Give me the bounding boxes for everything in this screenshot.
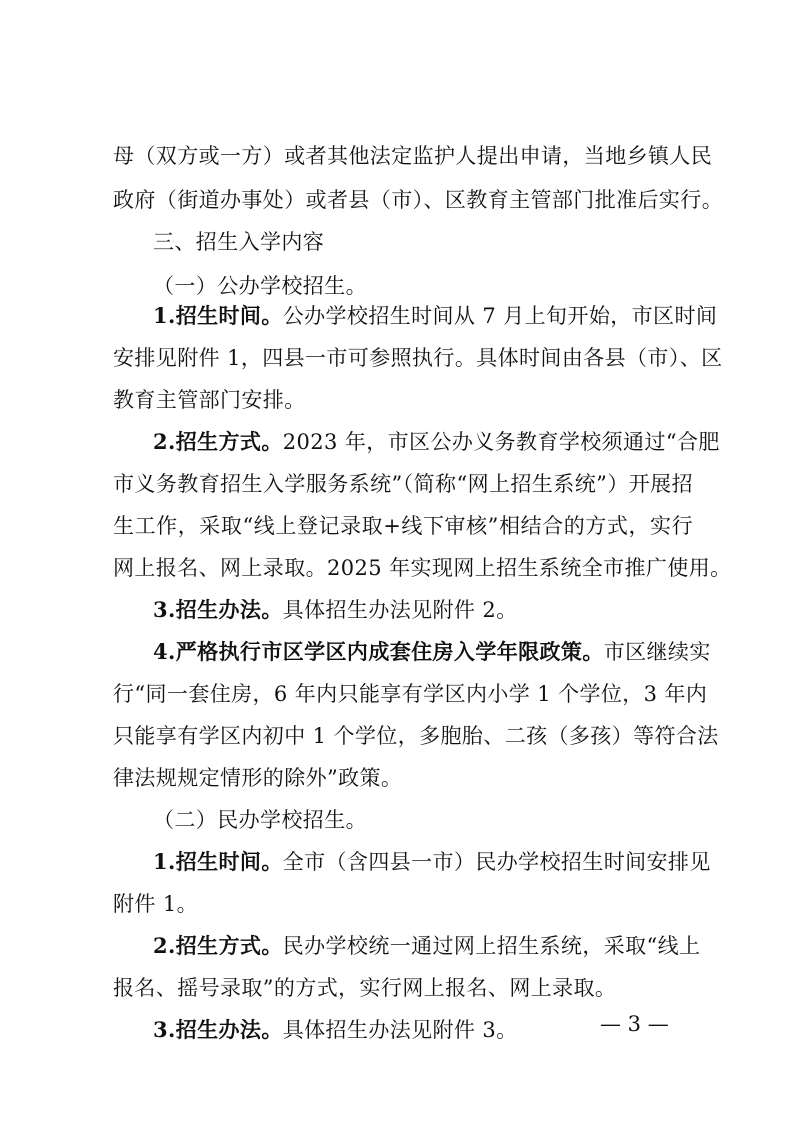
- item-text: 全市（含四县一市）民办学校招生时间安排见: [282, 850, 711, 874]
- item-text: 市区继续实: [603, 640, 711, 664]
- item-text: 民办学校统一通过网上招生系统，采取“线上: [282, 934, 701, 958]
- item-lead: 2.招生方式。: [153, 429, 283, 454]
- item-lead: 4.严格执行市区学区内成套住房入学年限政策。: [153, 639, 604, 664]
- paragraph-line: 律法规规定情形的除外”政策。: [113, 766, 403, 790]
- paragraph-line: 网上报名、网上录取。2025 年实现网上招生系统全市推广使用。: [113, 556, 732, 580]
- item-lead: 1.招生时间。: [153, 849, 283, 874]
- paragraph-line: [113, 428, 720, 456]
- item-text: 具体招生办法见附件 2。: [282, 598, 518, 622]
- paragraph-line: 教育主管部门安排。: [113, 388, 306, 412]
- paragraph-line: 政府（街道办事处）或者县（市）、区教育主管部门批准后实行。: [113, 188, 724, 212]
- paragraph-line: [113, 302, 718, 330]
- section-heading: 三、招生入学内容: [153, 230, 325, 254]
- item-lead: 1.招生时间。: [153, 303, 283, 328]
- paragraph-line: [113, 848, 711, 876]
- paragraph-line: 市义务教育招生入学服务系统”（简称“网上招生系统”）开展招: [113, 472, 693, 496]
- paragraph-line: 母（双方或一方）或者其他法定监护人提出申请，当地乡镇人民: [113, 144, 713, 168]
- subsection-heading: （一）公办学校招生。: [153, 274, 367, 298]
- paragraph-line: 附件 1。: [113, 892, 199, 916]
- paragraph-line: [113, 638, 711, 666]
- item-lead: 3.招生办法。: [153, 1017, 283, 1042]
- paragraph-line: 只能享有学区内初中 1 个学位，多胞胎、二孩（多孩）等符合法: [113, 724, 719, 748]
- paragraph-line: 安排见附件 1，四县一市可参照执行。具体时间由各县（市）、区: [113, 346, 723, 370]
- item-lead: 2.招生方式。: [153, 933, 283, 958]
- page-number: — 3 —: [600, 1012, 669, 1036]
- subsection-heading: （二）民办学校招生。: [153, 808, 367, 832]
- item-text: 2023 年，市区公办义务教育学校须通过“合肥: [282, 430, 720, 454]
- item-lead: 3.招生办法。: [153, 597, 283, 622]
- item-text: 具体招生办法见附件 3。: [282, 1018, 518, 1042]
- paragraph-line: 行“同一套住房，6 年内只能享有学区内小学 1 个学位，3 年内: [113, 682, 708, 706]
- paragraph-line: [113, 596, 693, 624]
- paragraph-line: [113, 932, 701, 960]
- item-text: 公办学校招生时间从 7 月上旬开始，市区时间: [282, 304, 718, 328]
- paragraph-line: 生工作，采取“线上登记录取+线下审核”相结合的方式，实行: [113, 514, 693, 538]
- paragraph-line: 报名、摇号录取”的方式，实行网上报名、网上录取。: [113, 976, 617, 1000]
